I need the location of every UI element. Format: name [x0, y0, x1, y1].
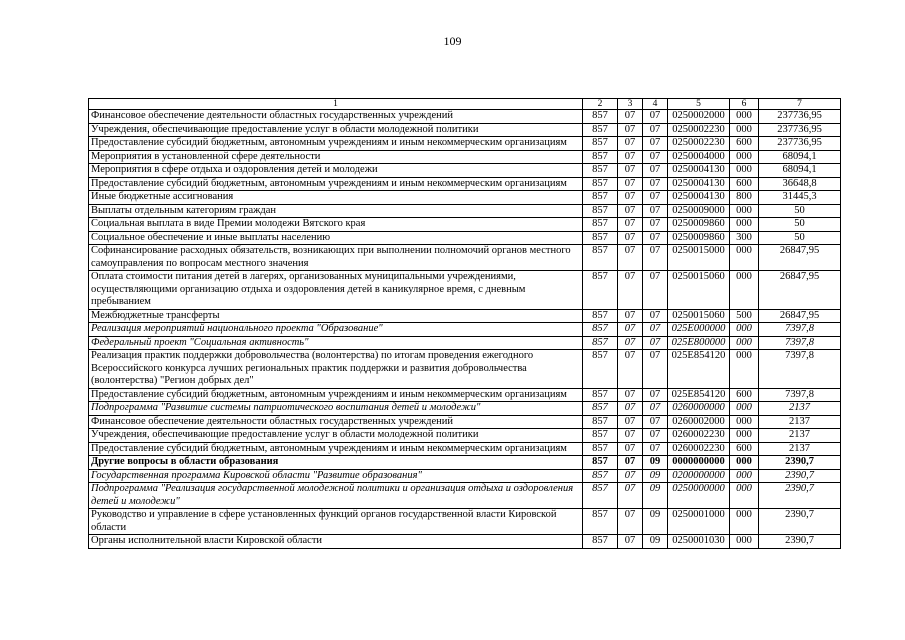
- row-admin-code: 857: [583, 245, 618, 271]
- row-name: Подпрограмма "Реализация государственной молодежной политики и организация отдыха и оздоровления детей и молодежи": [89, 483, 583, 509]
- row-admin-code: 857: [583, 164, 618, 178]
- row-target-code: 0250009860: [668, 218, 730, 232]
- row-target-code: 0250004130: [668, 164, 730, 178]
- row-expense-type: 000: [730, 123, 759, 137]
- row-amount: 50: [759, 204, 841, 218]
- row-name: Подпрограмма "Развитие системы патриотического воспитания детей и молодежи": [89, 402, 583, 416]
- table-row: [89, 483, 841, 509]
- row-admin-code: 857: [583, 204, 618, 218]
- row-target-code: 0250001030: [668, 535, 730, 549]
- row-amount: 2390,7: [759, 469, 841, 483]
- row-admin-code: 857: [583, 535, 618, 549]
- row-section: 07: [618, 402, 643, 416]
- row-expense-type: 300: [730, 231, 759, 245]
- row-name: Социальное обеспечение и иные выплаты населению: [89, 231, 583, 245]
- row-section: 07: [618, 415, 643, 429]
- row-section: 07: [618, 469, 643, 483]
- row-amount: 237736,95: [759, 123, 841, 137]
- column-header: 7: [759, 99, 841, 110]
- row-admin-code: 857: [583, 388, 618, 402]
- row-target-code: 0000000000: [668, 456, 730, 470]
- row-expense-type: 600: [730, 137, 759, 151]
- row-target-code: 0260002230: [668, 429, 730, 443]
- row-section: 07: [618, 442, 643, 456]
- row-subsection: 09: [643, 469, 668, 483]
- row-name: Федеральный проект "Социальная активность": [89, 336, 583, 350]
- row-name: Социальная выплата в виде Премии молодежи Вятского края: [89, 218, 583, 232]
- row-admin-code: 857: [583, 350, 618, 389]
- row-admin-code: 857: [583, 231, 618, 245]
- row-admin-code: 857: [583, 429, 618, 443]
- row-expense-type: 000: [730, 323, 759, 337]
- row-name: Предоставление субсидий бюджетным, автономным учреждениям и иным некоммерческим организациям: [89, 388, 583, 402]
- table-row: [89, 415, 841, 429]
- row-expense-type: 000: [730, 456, 759, 470]
- row-name: Предоставление субсидий бюджетным, автономным учреждениям и иным некоммерческим организациям: [89, 137, 583, 151]
- row-amount: 2390,7: [759, 535, 841, 549]
- row-section: 07: [618, 150, 643, 164]
- row-subsection: 09: [643, 509, 668, 535]
- row-expense-type: 500: [730, 309, 759, 323]
- table-row: [89, 442, 841, 456]
- row-amount: 31445,3: [759, 191, 841, 205]
- row-admin-code: 857: [583, 150, 618, 164]
- table-row: [89, 245, 841, 271]
- table-row: [89, 177, 841, 191]
- row-subsection: 07: [643, 110, 668, 124]
- row-amount: 2390,7: [759, 509, 841, 535]
- table-row: [89, 191, 841, 205]
- row-expense-type: 800: [730, 191, 759, 205]
- row-section: 07: [618, 231, 643, 245]
- row-name: Другие вопросы в области образования: [89, 456, 583, 470]
- row-target-code: 0250001000: [668, 509, 730, 535]
- row-name: Финансовое обеспечение деятельности областных государственных учреждений: [89, 415, 583, 429]
- row-admin-code: 857: [583, 271, 618, 310]
- row-expense-type: 000: [730, 535, 759, 549]
- row-admin-code: 857: [583, 191, 618, 205]
- row-subsection: 07: [643, 204, 668, 218]
- row-amount: 26847,95: [759, 309, 841, 323]
- table-row: [89, 469, 841, 483]
- row-amount: 7397,8: [759, 336, 841, 350]
- row-subsection: 07: [643, 336, 668, 350]
- column-header: 4: [643, 99, 668, 110]
- row-subsection: 09: [643, 535, 668, 549]
- row-target-code: 0250002000: [668, 110, 730, 124]
- row-expense-type: 000: [730, 218, 759, 232]
- row-target-code: 0250015000: [668, 245, 730, 271]
- table-row: [89, 456, 841, 470]
- row-expense-type: 000: [730, 204, 759, 218]
- row-expense-type: 000: [730, 509, 759, 535]
- row-subsection: 07: [643, 137, 668, 151]
- row-admin-code: 857: [583, 483, 618, 509]
- row-amount: 2137: [759, 402, 841, 416]
- column-header: 6: [730, 99, 759, 110]
- table-header-row: [89, 99, 841, 110]
- column-header: 1: [89, 99, 583, 110]
- row-expense-type: 600: [730, 177, 759, 191]
- row-admin-code: 857: [583, 509, 618, 535]
- row-section: 07: [618, 204, 643, 218]
- row-target-code: 0260002230: [668, 442, 730, 456]
- row-amount: 2137: [759, 429, 841, 443]
- row-name: Иные бюджетные ассигнования: [89, 191, 583, 205]
- row-target-code: 025E854120: [668, 388, 730, 402]
- table-row: [89, 309, 841, 323]
- row-amount: 7397,8: [759, 323, 841, 337]
- table-row: [89, 535, 841, 549]
- row-name: Реализация мероприятий национального проекта "Образование": [89, 323, 583, 337]
- row-section: 07: [618, 350, 643, 389]
- row-subsection: 09: [643, 483, 668, 509]
- row-section: 07: [618, 177, 643, 191]
- row-admin-code: 857: [583, 123, 618, 137]
- row-section: 07: [618, 164, 643, 178]
- row-subsection: 07: [643, 442, 668, 456]
- row-expense-type: 000: [730, 245, 759, 271]
- row-name: Межбюджетные трансферты: [89, 309, 583, 323]
- row-section: 07: [618, 137, 643, 151]
- page-number: 109: [443, 34, 462, 48]
- row-expense-type: 000: [730, 469, 759, 483]
- row-target-code: 025E854120: [668, 350, 730, 389]
- row-subsection: 09: [643, 456, 668, 470]
- table-row: [89, 509, 841, 535]
- row-subsection: 07: [643, 218, 668, 232]
- row-subsection: 07: [643, 429, 668, 443]
- row-amount: 237736,95: [759, 110, 841, 124]
- table-row: [89, 110, 841, 124]
- row-subsection: 07: [643, 388, 668, 402]
- column-header: 5: [668, 99, 730, 110]
- row-target-code: 0250000000: [668, 483, 730, 509]
- row-expense-type: 000: [730, 336, 759, 350]
- row-name: Софинансирование расходных обязательств, возникающих при выполнении полномочий органов местного самоуправления по вопросам местного значения: [89, 245, 583, 271]
- row-section: 07: [618, 110, 643, 124]
- row-name: Учреждения, обеспечивающие предоставление услуг в области молодежной политики: [89, 123, 583, 137]
- row-name: Мероприятия в установленной сфере деятельности: [89, 150, 583, 164]
- row-section: 07: [618, 388, 643, 402]
- table-row: [89, 402, 841, 416]
- row-section: 07: [618, 535, 643, 549]
- row-section: 07: [618, 218, 643, 232]
- row-admin-code: 857: [583, 469, 618, 483]
- row-target-code: 025E000000: [668, 323, 730, 337]
- row-section: 07: [618, 271, 643, 310]
- row-expense-type: 000: [730, 164, 759, 178]
- row-admin-code: 857: [583, 402, 618, 416]
- row-section: 07: [618, 309, 643, 323]
- row-target-code: 0250004130: [668, 191, 730, 205]
- row-amount: 2137: [759, 415, 841, 429]
- row-expense-type: 000: [730, 350, 759, 389]
- row-name: Органы исполнительной власти Кировской области: [89, 535, 583, 549]
- row-expense-type: 000: [730, 415, 759, 429]
- row-name: Мероприятия в сфере отдыха и оздоровления детей и молодежи: [89, 164, 583, 178]
- row-name: Предоставление субсидий бюджетным, автономным учреждениям и иным некоммерческим организациям: [89, 177, 583, 191]
- row-amount: 237736,95: [759, 137, 841, 151]
- row-subsection: 07: [643, 150, 668, 164]
- row-admin-code: 857: [583, 323, 618, 337]
- row-subsection: 07: [643, 123, 668, 137]
- row-admin-code: 857: [583, 309, 618, 323]
- row-admin-code: 857: [583, 177, 618, 191]
- column-header: 3: [618, 99, 643, 110]
- table-row: [89, 336, 841, 350]
- table-row: [89, 231, 841, 245]
- row-name: Учреждения, обеспечивающие предоставление услуг в области молодежной политики: [89, 429, 583, 443]
- table-row: [89, 271, 841, 310]
- table-row: [89, 150, 841, 164]
- row-subsection: 07: [643, 245, 668, 271]
- row-amount: 36648,8: [759, 177, 841, 191]
- row-expense-type: 000: [730, 483, 759, 509]
- column-header: 2: [583, 99, 618, 110]
- row-name: Выплаты отдельным категориям граждан: [89, 204, 583, 218]
- row-name: Оплата стоимости питания детей в лагерях, организованных муниципальными учреждениями, осуществляющими организацию отдыха и оздоровления детей в каникулярное время, с дневным пребыванием: [89, 271, 583, 310]
- row-amount: 7397,8: [759, 388, 841, 402]
- row-name: Финансовое обеспечение деятельности областных государственных учреждений: [89, 110, 583, 124]
- row-admin-code: 857: [583, 336, 618, 350]
- row-section: 07: [618, 429, 643, 443]
- row-amount: 2390,7: [759, 483, 841, 509]
- table-row: [89, 204, 841, 218]
- row-target-code: 0260002000: [668, 415, 730, 429]
- row-target-code: 0250009000: [668, 204, 730, 218]
- row-amount: 68094,1: [759, 164, 841, 178]
- row-subsection: 07: [643, 309, 668, 323]
- row-section: 07: [618, 191, 643, 205]
- row-admin-code: 857: [583, 110, 618, 124]
- row-amount: 50: [759, 218, 841, 232]
- row-section: 07: [618, 483, 643, 509]
- row-expense-type: 000: [730, 429, 759, 443]
- row-section: 07: [618, 323, 643, 337]
- row-expense-type: 000: [730, 402, 759, 416]
- row-subsection: 07: [643, 271, 668, 310]
- table-row: [89, 218, 841, 232]
- row-subsection: 07: [643, 177, 668, 191]
- row-amount: 2390,7: [759, 456, 841, 470]
- row-target-code: 0250002230: [668, 123, 730, 137]
- row-target-code: 025E800000: [668, 336, 730, 350]
- row-admin-code: 857: [583, 456, 618, 470]
- row-expense-type: 000: [730, 110, 759, 124]
- table-row: [89, 137, 841, 151]
- row-amount: 26847,95: [759, 271, 841, 310]
- row-target-code: 0200000000: [668, 469, 730, 483]
- row-section: 07: [618, 336, 643, 350]
- row-target-code: 0260000000: [668, 402, 730, 416]
- row-target-code: 0250009860: [668, 231, 730, 245]
- row-expense-type: 000: [730, 150, 759, 164]
- row-subsection: 07: [643, 231, 668, 245]
- row-section: 07: [618, 245, 643, 271]
- row-target-code: 0250002230: [668, 137, 730, 151]
- row-subsection: 07: [643, 323, 668, 337]
- table-row: [89, 429, 841, 443]
- row-amount: 26847,95: [759, 245, 841, 271]
- row-admin-code: 857: [583, 218, 618, 232]
- table-row: [89, 123, 841, 137]
- row-amount: 68094,1: [759, 150, 841, 164]
- row-expense-type: 600: [730, 388, 759, 402]
- row-amount: 50: [759, 231, 841, 245]
- row-expense-type: 000: [730, 271, 759, 310]
- budget-table: [88, 98, 841, 549]
- row-name: Руководство и управление в сфере установленных функций органов государственной власти Кировской области: [89, 509, 583, 535]
- row-subsection: 07: [643, 164, 668, 178]
- row-name: Реализация практик поддержки добровольчества (волонтерства) по итогам проведения ежегодного Всероссийского конкурса лучших региональных практик поддержки и развития добровольчества (волонтерства) "Регион добрых дел": [89, 350, 583, 389]
- table-row: [89, 164, 841, 178]
- row-subsection: 07: [643, 402, 668, 416]
- row-name: Государственная программа Кировской области "Развитие образования": [89, 469, 583, 483]
- row-section: 07: [618, 456, 643, 470]
- row-expense-type: 600: [730, 442, 759, 456]
- table-row: [89, 350, 841, 389]
- row-subsection: 07: [643, 350, 668, 389]
- row-admin-code: 857: [583, 137, 618, 151]
- table-row: [89, 323, 841, 337]
- row-amount: 7397,8: [759, 350, 841, 389]
- row-admin-code: 857: [583, 415, 618, 429]
- row-section: 07: [618, 123, 643, 137]
- row-name: Предоставление субсидий бюджетным, автономным учреждениям и иным некоммерческим организациям: [89, 442, 583, 456]
- row-amount: 2137: [759, 442, 841, 456]
- row-subsection: 07: [643, 415, 668, 429]
- row-section: 07: [618, 509, 643, 535]
- row-admin-code: 857: [583, 442, 618, 456]
- row-target-code: 0250004000: [668, 150, 730, 164]
- row-target-code: 0250015060: [668, 271, 730, 310]
- table-row: [89, 388, 841, 402]
- row-target-code: 0250004130: [668, 177, 730, 191]
- row-target-code: 0250015060: [668, 309, 730, 323]
- row-subsection: 07: [643, 191, 668, 205]
